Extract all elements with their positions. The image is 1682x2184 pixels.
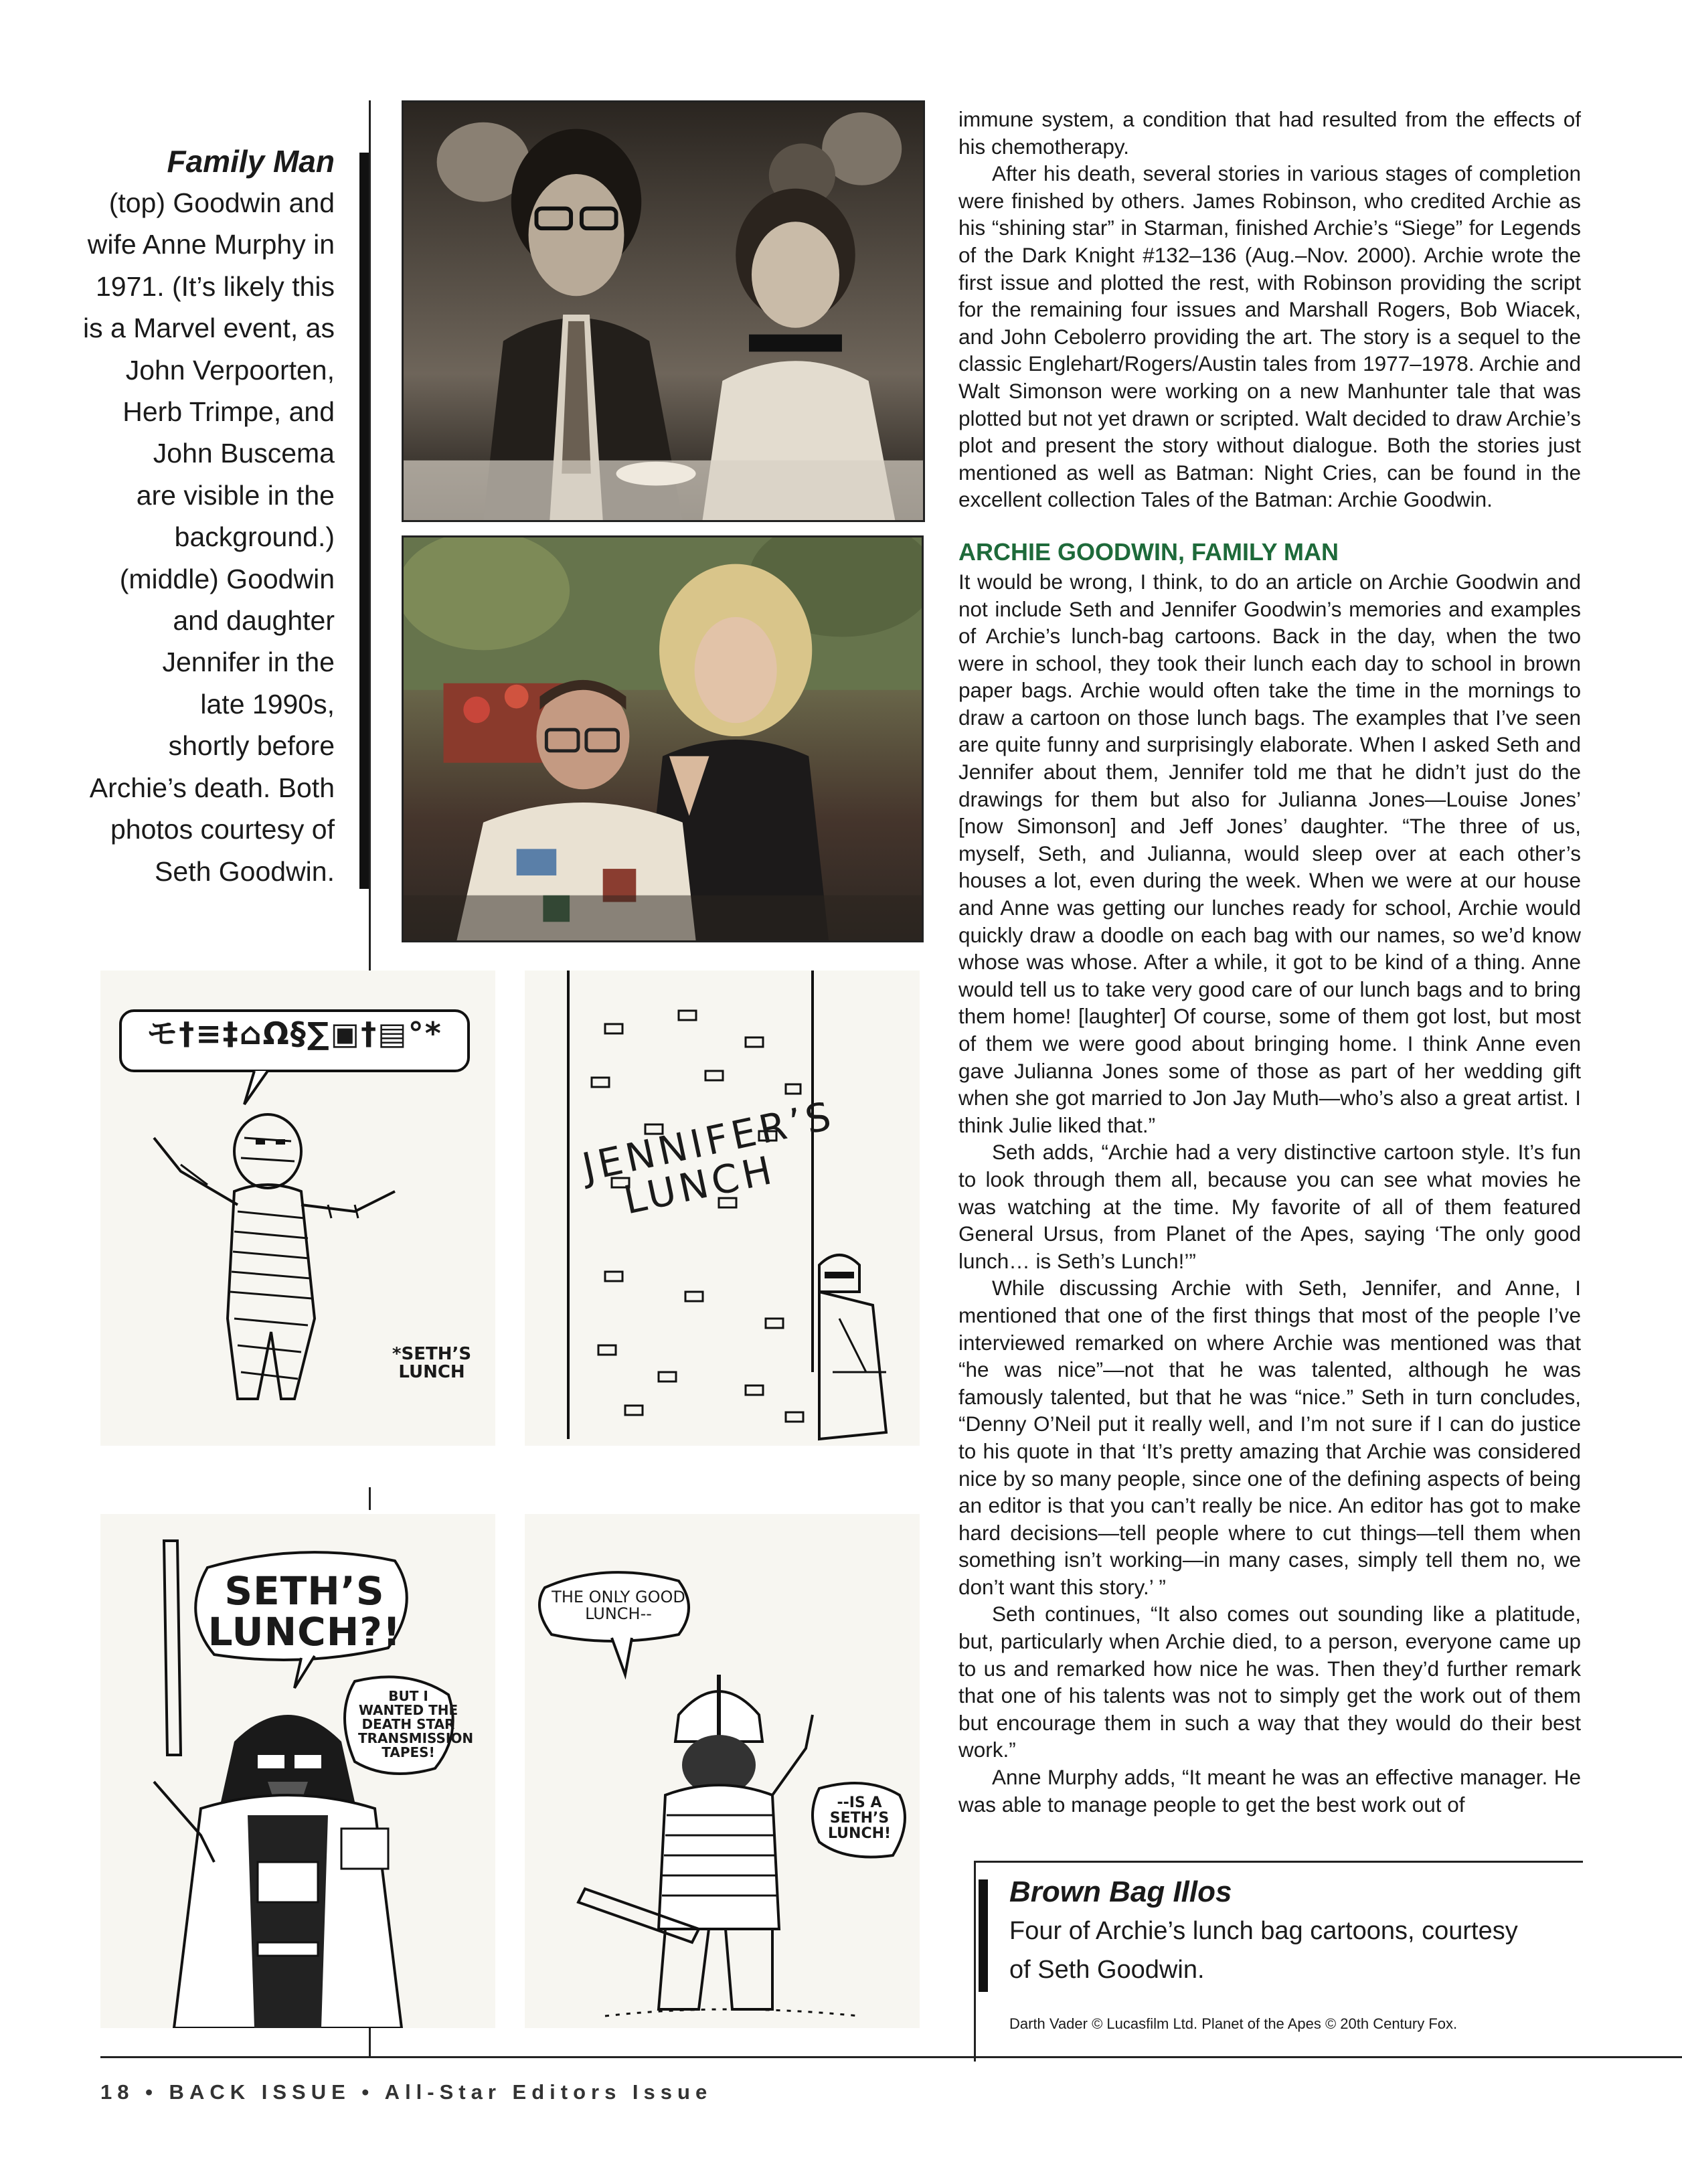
caption-accent-bar: [359, 153, 369, 889]
copyright-notice: Darth Vader © Lucasfilm Ltd. Planet of the Apes © 20th Century Fox.: [1009, 2015, 1458, 2032]
caption-line: background.): [174, 521, 335, 553]
article-paragraph: While discussing Archie with Seth, Jennifer, and Anne, I mentioned that one of the first things that most of the people I’ve interviewed remarked on where Archie was mentioned was that “he was nice”—not that he was talented, although he was famously talented, but that he was “nice.” Seth in turn concludes, “Denny O’Neil put it really well, and I’m not sure if I can do justice to his quote in that ‘It’s pretty amazing that Archie was considered nice by so many people, since one of the defining aspects of being an editor is that you can’t really be nice. An editor has got to make hard decisions—tell people where to cut things—tell them when something isn’t working—in many cases, simply tell them no, we don’t want this story.’ ”: [958, 1276, 1581, 1599]
section-heading: ARCHIE GOODWIN, FAMILY MAN: [958, 537, 1339, 566]
darth-vader-cartoon: [100, 1514, 495, 2028]
goodwin-and-murphy-photo: [402, 100, 925, 522]
caption-line: wife Anne Murphy in: [87, 229, 335, 260]
caption-line: Archie’s death. Both: [89, 772, 335, 803]
seths-lunch-label: *SETH’S LUNCH: [392, 1344, 472, 1383]
caption-line: Four of Archie’s lunch bag cartoons, courtesy: [1009, 1917, 1518, 1945]
mummy-cartoon: [100, 971, 495, 1446]
caption-line: John Verpoorten,: [125, 354, 335, 386]
brown-bag-caption: [1009, 1873, 1585, 1989]
only-good-lunch-speech: THE ONLY GOOD LUNCH--: [552, 1588, 685, 1624]
hieroglyph-speech: モ†≡‡⌂Ω§∑▣†▤°*: [147, 1015, 442, 1052]
caption-line: Herb Trimpe, and: [122, 396, 335, 428]
caption-accent-bar: [979, 1879, 988, 1992]
death-star-tapes-speech: BUT I WANTED THE DEATH STAR TRANSMISSION TAPES!: [358, 1688, 474, 1760]
caption-line: 1971. (It’s likely this: [95, 270, 335, 302]
article-paragraph: Anne Murphy adds, “It meant he was an effective manager. He was able to manage people to get the best work out of: [958, 1765, 1581, 1817]
caption-line: are visible in the: [136, 479, 335, 511]
caption-line: is a Marvel event, as: [83, 313, 335, 344]
article-paragraph: Seth adds, “Archie had a very distinctive cartoon style. It’s fun to look through them all, because you can see what movies he was watching at the time. My favorite of all of them featured General Ursus, from Planet of the Apes, saying ‘The only good lunch… is Seth’s Lunch!’”: [958, 1140, 1581, 1273]
is-a-seths-lunch-speech: --IS A SETH’S LUNCH!: [827, 1794, 892, 1843]
caption-line: (middle) Goodwin: [119, 563, 335, 594]
article-paragraph: immune system, a condition that had resulted from the effects of his chemotherapy.: [958, 107, 1581, 159]
article-body: [958, 106, 1581, 1818]
general-ursus-cartoon: [525, 1514, 920, 2028]
caption-line: of Seth Goodwin.: [1009, 1956, 1205, 1984]
caption-line: and daughter: [173, 605, 335, 637]
page-footer: 18 • BACK ISSUE • All-Star Editors Issue: [100, 2080, 713, 2104]
caption-box-rule: [974, 1861, 976, 2062]
column-rule-tick: [369, 2028, 371, 2056]
goodwin-and-jennifer-photo: [402, 535, 924, 942]
article-paragraph: After his death, several stories in various stages of completion were finished by others. James Robinson, who credited Archie as his “shining star” in Starman, finished Archie’s “Siege” for Legends of the Dark Knight #132–136 (Aug.–Nov. 2000). Archie wrote the first issue and plotted the rest, with Robinson providing the script for the remaining four issues and Marshall Rogers, Bob Wiacek, and John Cebolerro providing the art. The story is a sequel to the classic Englehart/Rogers/Austin tales from 1977–1978. Archie and Walt Simonson were working on a new Manhunter tale that was plotted but not yet drawn or scripted. Walt decided to draw Archie’s plot and present the story without dialogue. Both the stories just mentioned as well as Batman: Night Cries, can be found in the excellent collection Tales of the Batman: Archie Goodwin.: [958, 161, 1581, 512]
caption-line: Seth Goodwin.: [155, 855, 335, 887]
jennifers-lunch-cartoon: [525, 971, 920, 1446]
footer-rule: [100, 2056, 1682, 2058]
caption-line: John Buscema: [153, 438, 335, 469]
caption-title: Brown Bag Illos: [1009, 1875, 1232, 1908]
family-man-caption: [40, 141, 335, 892]
column-rule: [369, 100, 371, 971]
article-paragraph: It would be wrong, I think, to do an article on Archie Goodwin and not include Seth and Jennifer Goodwin’s memories and examples of Archie’s lunch-bag cartoons. Back in the day, when the two were in school, they took their lunch each day to school in brown paper bags. Archie would often take the time in the mornings to draw a cartoon on those lunch bags. The examples that I’ve seen are quite funny and surprisingly elaborate. When I asked Seth and Jennifer about them, Jennifer told me that he didn’t just do the drawings for them but also for Julianna Jones—Louise Jones’ [now Simonson] and Jeff Jones’ daughter. “The three of us, myself, Seth, and Julianna, would sleep over at each other’s houses a lot, even during the week. When we were at our house and Anne was getting our lunches ready for school, Archie would quickly draw a doodle on each bag with our names, so we’d know whose was whose. After a while, it got to be kind of a thing. Anne would tell us to take very good care of our lunch bags and to bring them home! [laughter] Of course, some of them got lost, but most of them we were good about bringing home. I think Anne even gave Julianna Jones some of those as part of her wedding gift when she got married to Jon Jay Muth—who’s also a great artist. I think Julie liked that.”: [958, 569, 1581, 1137]
jennifers-lunch-title: JENNIFER’S LUNCH: [578, 1092, 839, 1224]
caption-line: photos courtesy of: [110, 814, 335, 845]
seths-lunch-speech: SETH’S LUNCH?!: [207, 1568, 402, 1655]
caption-line: Jennifer in the: [162, 647, 335, 678]
caption-box-rule: [974, 1861, 1583, 1863]
column-rule-tick: [369, 1487, 371, 1510]
caption-line: shortly before: [168, 730, 335, 762]
article-paragraph: Seth continues, “It also comes out sounding like a platitude, but, particularly when Archie died, to a person, everyone came up to us and remarked how nice he was. Then they’d further remark that one of his talents was not to simply get the work out of them but encourage them in such a way that they would do their best work.”: [958, 1602, 1581, 1762]
caption-line: late 1990s,: [200, 688, 335, 720]
caption-line: (top) Goodwin and: [108, 187, 335, 218]
caption-title: Family Man: [167, 144, 335, 179]
